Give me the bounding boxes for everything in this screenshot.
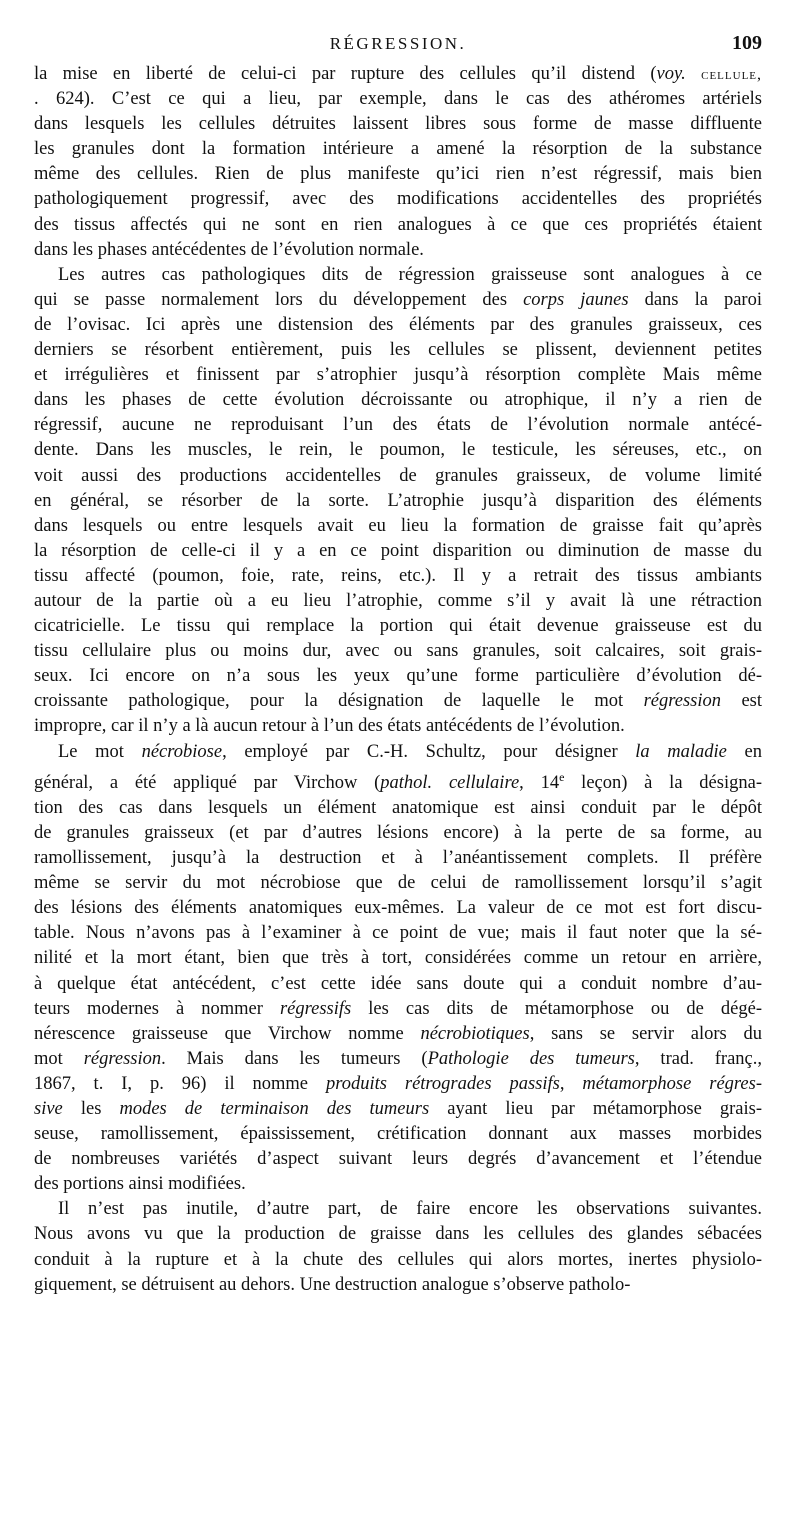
text-line [34, 87, 762, 112]
text-run: seuse, ramollissement, épaississement, crétification donnant aux masses morbides [34, 1124, 762, 1145]
text-run: les cas dits de métamorphose ou de dégé- [351, 998, 762, 1019]
text-line [34, 1248, 762, 1273]
text-run: de nombreuses variétés d’aspect suivant leurs degrés d’avancement et l’étendue [34, 1149, 762, 1170]
italic-run: la maladie [635, 741, 727, 762]
text-run: dans lesquels les cellules détruites laissent libres sous forme de masse diffluente [34, 114, 762, 135]
italic-run: régression [643, 691, 722, 712]
text-run: cicatricielle. Le tissu qui remplace la portion qui était devenue graisseuse est du [34, 616, 762, 637]
text-line [34, 112, 762, 137]
text-line [34, 388, 762, 413]
italic-run: Pathologie des tumeurs [427, 1048, 635, 1069]
text-line [34, 137, 762, 162]
text-run: derniers se résorbent entièrement, puis les cellules se plissent, deviennent petites [34, 340, 762, 361]
text-line [34, 740, 762, 765]
small-caps-run: cellule, [701, 66, 763, 83]
text-run: et irrégulières et finissent par s’atrophier jusqu’à résorption complète Mais même [34, 365, 762, 386]
text-run: table. Nous n’avons pas à l’examiner à ce point de vue; mais il faut noter que la sé- [34, 923, 762, 944]
italic-run: sive [34, 1099, 63, 1119]
text-run: la mise en liberté de celui-ci par rupture des cellules qu’il distend ( [34, 64, 657, 84]
italic-run: modes de terminaison des tumeurs [119, 1099, 430, 1119]
text-line [34, 871, 762, 896]
text-line [34, 539, 762, 564]
text-run: même se servir du mot nécrobiose que de celui de ramollissement lorsqu’il s’agit [34, 873, 762, 894]
text-line [34, 846, 762, 871]
text-line [34, 489, 762, 514]
text-line [34, 338, 762, 363]
text-line [34, 821, 762, 846]
text-run: dans les phases antécédentes de l’évolution normale. [34, 239, 424, 260]
text-run: en [726, 741, 762, 762]
text-run: teurs modernes à nommer [34, 998, 280, 1019]
italic-run: nécrobiotiques [420, 1023, 530, 1044]
text-run: . 624). C’est ce qui a lieu, par exemple, dans le cas des athéromes artériels [34, 89, 762, 110]
text-run: dans la paroi [628, 289, 762, 310]
text-run: , [559, 1073, 583, 1094]
text-line [34, 796, 762, 821]
text-run: tion des cas dans lesquels un élément anatomique est ainsi conduit par le dépôt [34, 797, 762, 818]
italic-run: voy. [656, 64, 686, 84]
text-line [34, 1072, 762, 1097]
text-run: de granules graisseux (et par d’autres lésions encore) à la perte de sa forme, au [34, 822, 762, 843]
text-run: les [62, 1099, 120, 1119]
text-run: dans lesquels ou entre lesquels avait eu lieu la formation de graisse fait qu’après [34, 515, 762, 536]
text-run: leçon) à la désigna- [564, 772, 762, 793]
text-line [34, 714, 762, 739]
text-run: autour de la partie où a eu lieu l’atrophie, comme s’il y avait là une rétraction [34, 590, 762, 611]
paragraph [34, 263, 762, 740]
text-line [34, 689, 762, 714]
italic-run: régression [83, 1048, 162, 1069]
text-run: régressif, aucune ne reproduisant l’un des états de l’évolution normale antécé- [34, 415, 762, 436]
text-line [34, 1097, 762, 1122]
text-line [34, 946, 762, 971]
text-line [34, 1197, 762, 1222]
italic-run: métamorphose régres- [582, 1073, 763, 1094]
italic-run: corps jaunes [523, 289, 629, 310]
superscript: e [559, 769, 565, 784]
text-run: tissu affecté (poumon, foie, rate, reins, etc.). Il y a retrait des tissus ambiants [34, 565, 762, 586]
text-line [34, 639, 762, 664]
text-run [686, 64, 701, 84]
text-run: de l’ovisac. Ici après une distension des éléments par des granules graisseux, ces [34, 314, 762, 335]
text-run: qui se passe normalement lors du développement des [34, 289, 524, 310]
text-run: ramollissement, jusqu’à la destruction et à l’anéantissement complets. Il préfère [34, 848, 762, 869]
paragraph [34, 62, 762, 263]
text-line [34, 1273, 762, 1298]
text-run: pathologiquement progressif, avec des modifications accidentelles des propriétés [34, 189, 762, 210]
text-run: Il n’est pas inutile, d’autre part, de faire encore les observations suivantes. [58, 1199, 762, 1220]
body-text [34, 62, 762, 1298]
text-run: voit aussi des productions accidentelles de granules graisseux, de volume limité [34, 465, 762, 486]
text-run: dente. Dans les muscles, le rein, le poumon, le testicule, les séreuses, etc., on [34, 440, 762, 461]
text-run: général, a été appliqué par Virchow ( [34, 772, 381, 793]
text-line [34, 313, 762, 338]
italic-run: pathol. cellulaire [380, 772, 520, 793]
text-line [34, 1022, 762, 1047]
text-run: même des cellules. Rien de plus manifeste qu’ici rien n’est régressif, mais bien [34, 164, 762, 185]
page-number: 109 [732, 32, 762, 54]
text-line [34, 589, 762, 614]
text-run: Les autres cas pathologiques dits de régression graisseuse sont analogues à ce [58, 264, 762, 285]
text-run: des lésions des éléments anatomiques eux-mêmes. La valeur de ce mot est fort discu- [34, 898, 762, 919]
running-title: RÉGRESSION. [329, 34, 467, 53]
text-run: les granules dont la formation intérieure a amené la résorption de la substance [34, 139, 762, 160]
text-run: mot [34, 1048, 84, 1069]
text-run: , employé par C.-H. Schultz, pour désigner [222, 741, 636, 762]
text-run: , sans se servir alors du [529, 1023, 762, 1044]
text-line [34, 263, 762, 288]
text-line [34, 997, 762, 1022]
running-head [34, 34, 762, 58]
text-line [34, 1147, 762, 1172]
text-line [34, 765, 762, 796]
text-line [34, 1047, 762, 1072]
text-line [34, 288, 762, 313]
text-line [34, 464, 762, 489]
paragraph [34, 740, 762, 1198]
text-line [34, 187, 762, 212]
text-run: croissante pathologique, pour la désignation de laquelle le mot [34, 691, 644, 712]
text-line [34, 238, 762, 263]
text-line [34, 564, 762, 589]
text-line [34, 514, 762, 539]
text-run: conduit à la rupture et à la chute des cellules qui alors mortes, inertes physiolo- [34, 1249, 762, 1270]
text-line [34, 162, 762, 187]
italic-run: régressifs [279, 998, 352, 1019]
text-run: impropre, car il n’y a là aucun retour à l’un des états antécédents de l’évolution. [34, 716, 625, 737]
text-line [34, 972, 762, 997]
text-run: la résorption de celle-ci il y a en ce point disparition ou diminution de masse du [34, 540, 762, 561]
text-run: est [721, 691, 762, 712]
italic-run: produits rétrogrades passifs [325, 1073, 560, 1094]
text-line [34, 438, 762, 463]
text-line [34, 363, 762, 388]
text-run: en général, se résorber de la sorte. L’atrophie jusqu’à disparition des éléments [34, 490, 762, 511]
text-run: 1867, t. I, p. 96) il nomme [34, 1073, 326, 1094]
text-run: . Mais dans les tumeurs ( [161, 1048, 428, 1069]
text-run: , trad. franç., [634, 1048, 762, 1069]
text-run: à quelque état antécédent, c’est cette idée sans doute qui a conduit nombre d’au- [34, 973, 762, 994]
text-line [34, 413, 762, 438]
paragraph [34, 1197, 762, 1297]
text-run: tissu cellulaire plus ou moins dur, avec ou sans granules, soit calcaires, soit grais- [34, 641, 762, 662]
text-line [34, 213, 762, 238]
text-run: , 14 [519, 772, 560, 793]
italic-run: nécrobiose [141, 741, 223, 762]
text-run: dans les phases de cette évolution décroissante ou atrophique, il n’y a rien de [34, 390, 762, 411]
text-run: nérescence graisseuse que Virchow nomme [34, 1023, 421, 1044]
text-run: giquement, se détruisent au dehors. Une destruction analogue s’observe patholo- [34, 1274, 631, 1295]
text-run: des tissus affectés qui ne sont en rien analogues à ce que ces propriétés étaient [34, 214, 762, 235]
text-run: ayant lieu par métamorphose grais- [429, 1099, 762, 1119]
text-line [34, 1172, 762, 1197]
text-run: des portions ainsi modifiées. [34, 1174, 246, 1195]
text-line [34, 1222, 762, 1247]
text-line [34, 614, 762, 639]
text-line [34, 664, 762, 689]
text-line [34, 1122, 762, 1147]
text-run: Nous avons vu que la production de graisse dans les cellules des glandes sébacées [34, 1224, 762, 1245]
text-run: nilité et la mort étant, bien que très à tort, considérées comme un retour en arrière, [34, 948, 762, 969]
text-line [34, 921, 762, 946]
text-line [34, 896, 762, 921]
text-run: Le mot [58, 741, 142, 762]
text-line [34, 62, 762, 87]
text-run: seux. Ici encore on n’a sous les yeux qu’une forme particulière d’évolution dé- [34, 666, 762, 687]
